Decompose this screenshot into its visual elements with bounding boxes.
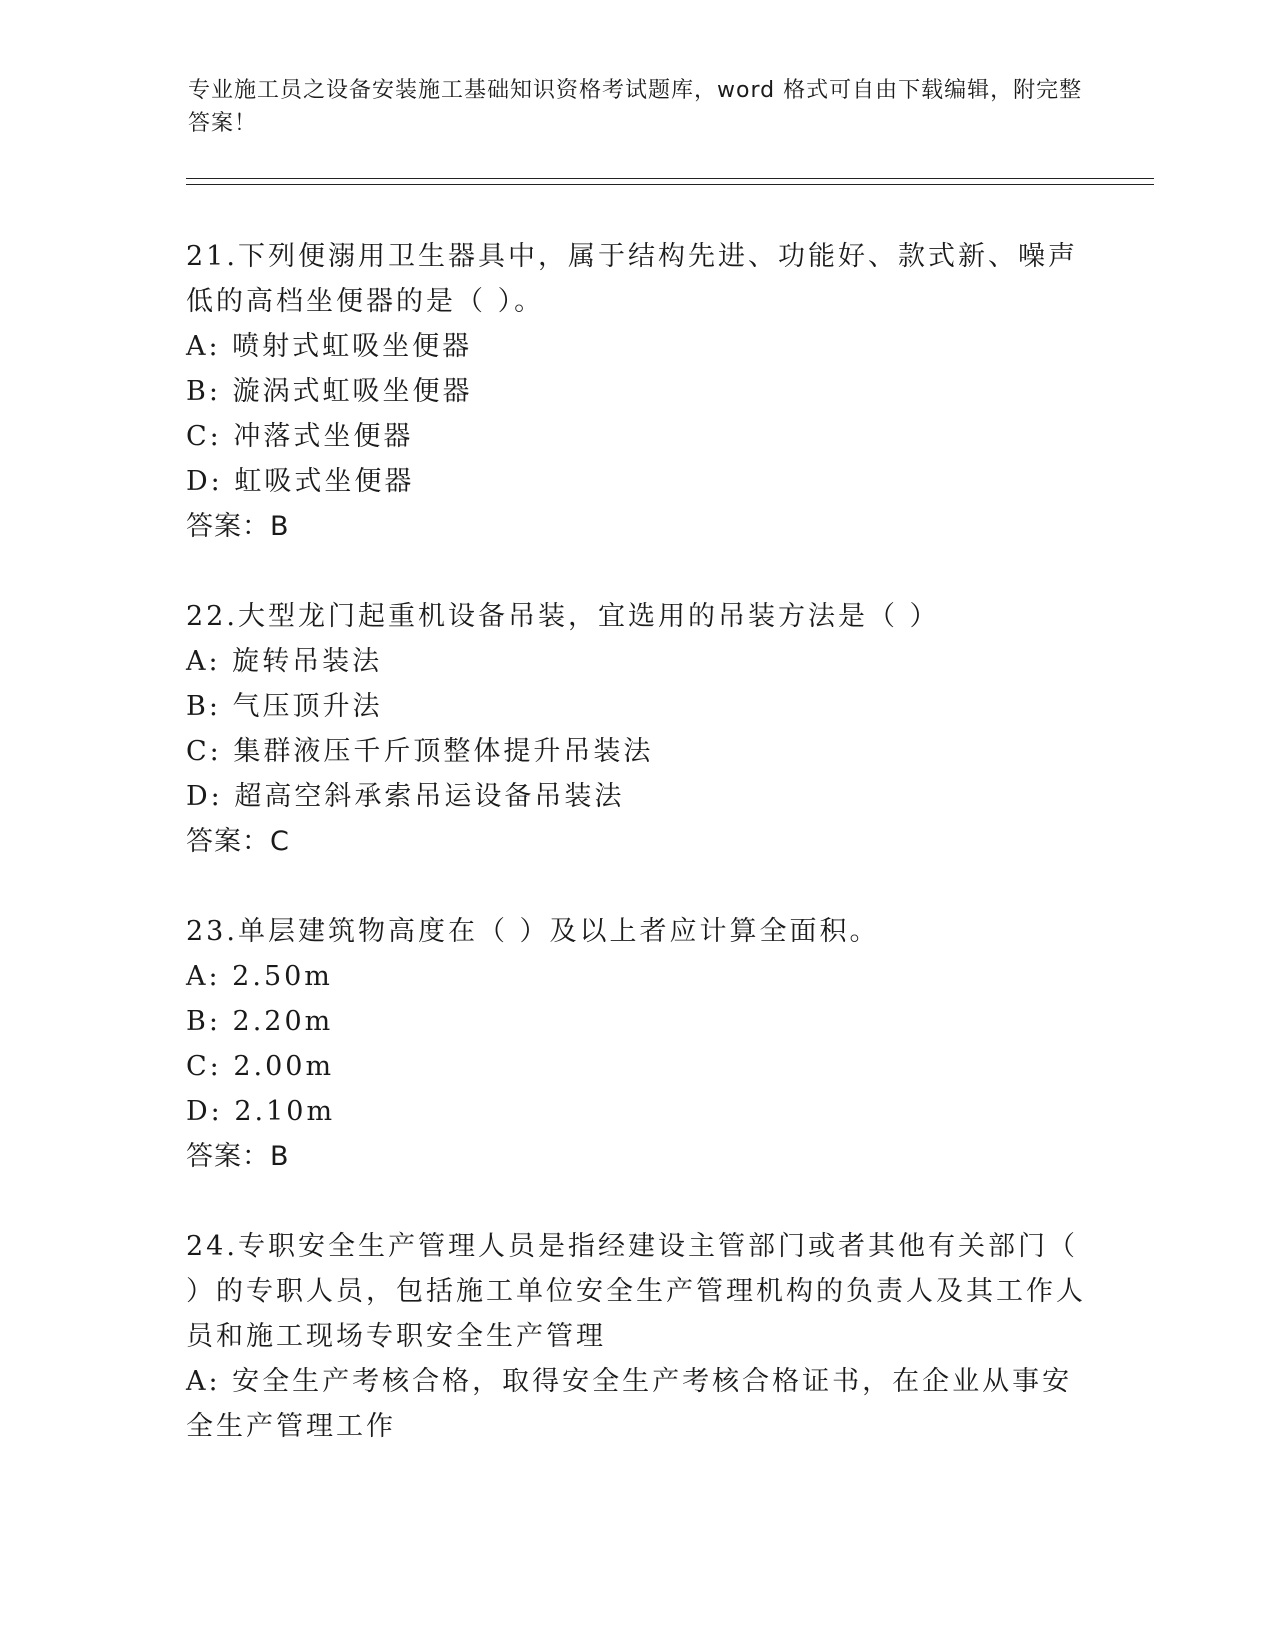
question-22 [186,594,1086,864]
question-stem: 22.大型龙门起重机设备吊装，宜选用的吊装方法是（ ） [186,601,940,632]
question-23 [186,909,1086,1179]
option-c: C: 集群液压千斤顶整体提升吊装法 [186,736,654,767]
answer-line: 答案：B [186,511,290,542]
option-b: B: 漩涡式虹吸坐便器 [186,376,473,407]
option-d: D: 超高空斜承索吊运设备吊装法 [186,781,625,812]
document-header: 专业施工员之设备安装施工基础知识资格考试题库，word 格式可自由下载编辑，附完整答案！ [188,78,1083,136]
header-divider [186,178,1154,185]
option-d: D: 虹吸式坐便器 [186,466,415,497]
question-stem: 21.下列便溺用卫生器具中，属于结构先进、功能好、款式新、噪声低的高档坐便器的是（ ）。 [186,241,1078,317]
option-b: B: 2.20m [186,1006,334,1037]
question-stem: 23.单层建筑物高度在（ ）及以上者应计算全面积。 [186,916,880,947]
question-21 [186,234,1086,549]
question-list [186,234,1086,1494]
option-b: B: 气压顶升法 [186,691,383,722]
option-d: D: 2.10m [186,1096,336,1127]
option-c: C: 冲落式坐便器 [186,421,414,452]
option-a: A: 喷射式虹吸坐便器 [186,331,473,362]
answer-line: 答案：B [186,1141,290,1172]
question-24 [186,1224,1086,1449]
answer-line: 答案：C [186,826,290,857]
option-c: C: 2.00m [186,1051,335,1082]
option-a: A: 安全生产考核合格，取得安全生产考核合格证书，在企业从事安全生产管理工作 [186,1366,1073,1442]
option-a: A: 旋转吊装法 [186,646,383,677]
question-stem: 24.专职安全生产管理人员是指经建设主管部门或者其他有关部门（ ）的专职人员，包括施工单位安全生产管理机构的负责人及其工作人员和施工现场专职安全生产管理 [186,1231,1086,1352]
option-a: A: 2.50m [186,961,333,992]
